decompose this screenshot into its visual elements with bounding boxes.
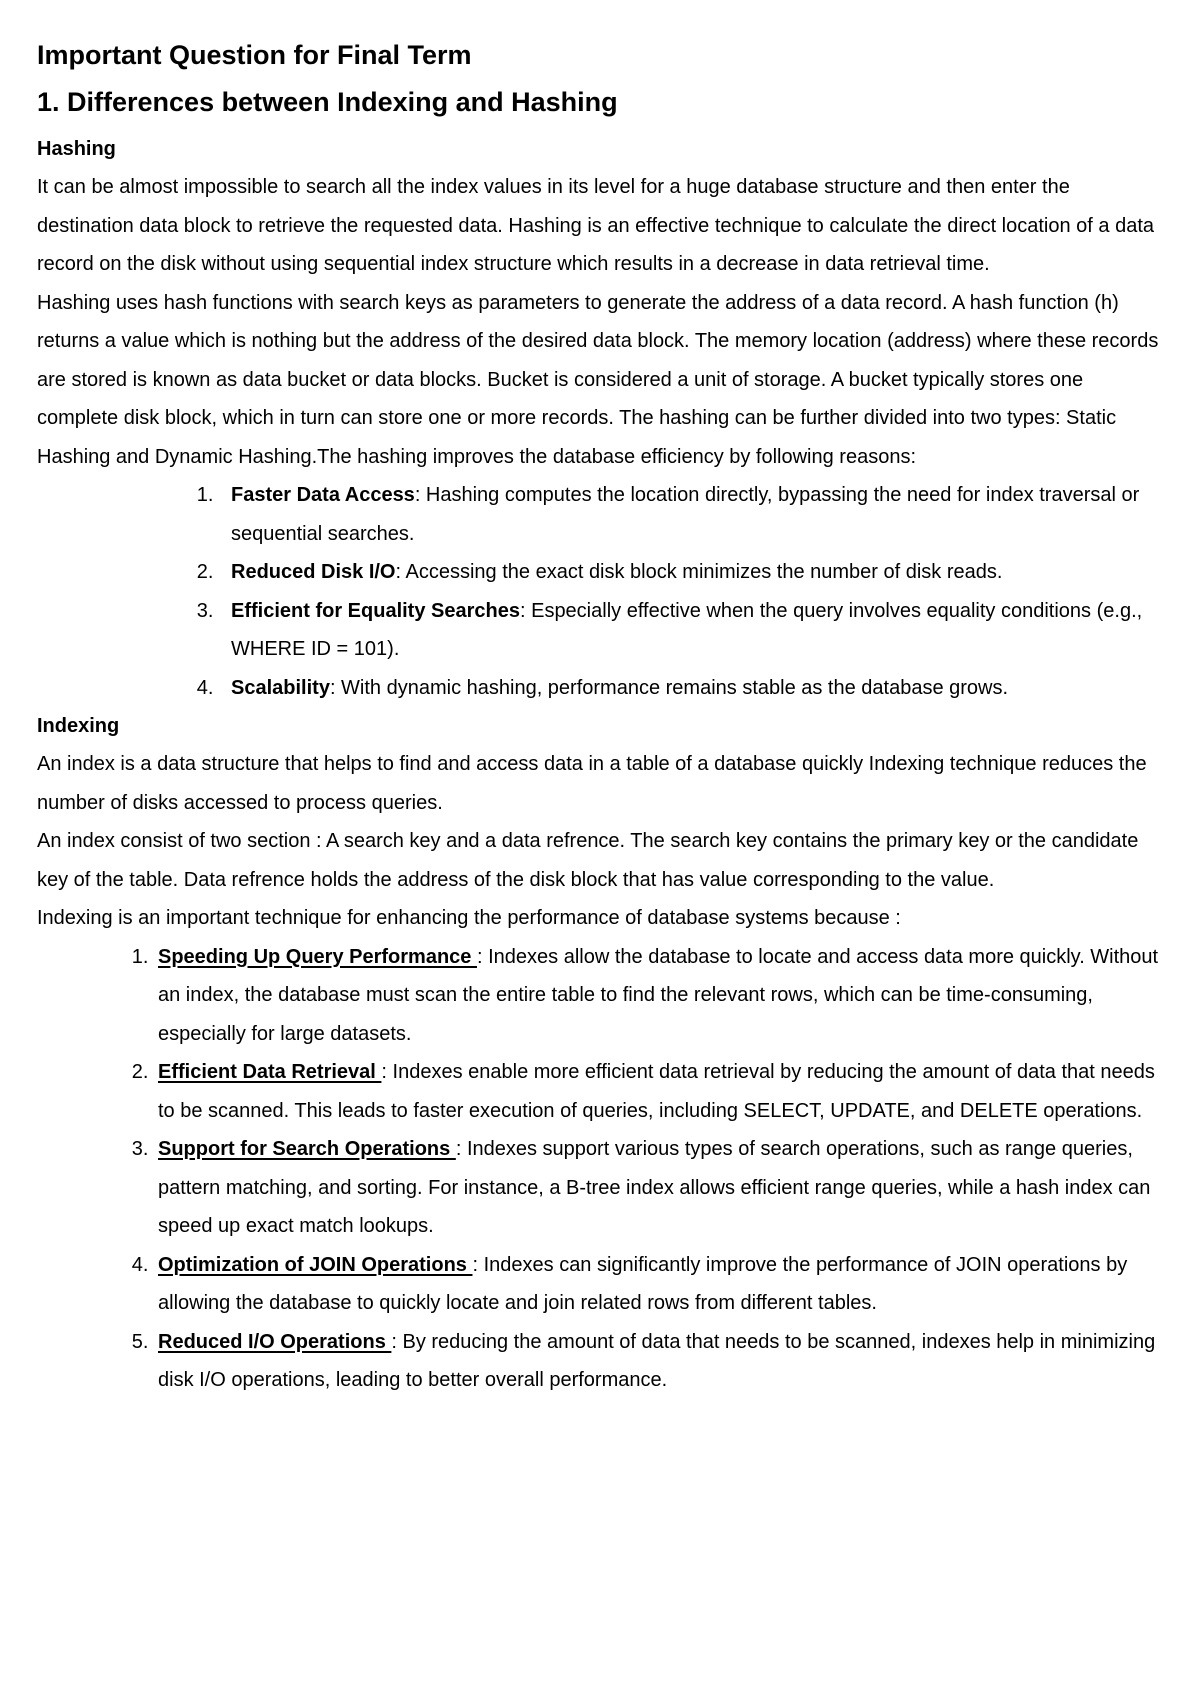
reason-term: Reduced Disk I/O — [231, 561, 396, 583]
reason-text: : Especially effective when the query involves equality conditions (e.g., WHERE ID = 101). — [231, 599, 1143, 660]
hashing-reasons-list — [37, 476, 1167, 707]
indexing-reasons-list — [37, 938, 1167, 1400]
list-item — [154, 938, 1167, 1054]
hashing-paragraph-1: It can be almost impossible to search all the index values in its level for a huge database structure and then enter the destination data block to retrieve the requested data. Hashing is an effective technique to calculate the direct location of a data record on the disk without using sequential index structure which results in a decrease in data retrieval time. — [37, 176, 1155, 275]
reason-term: Optimization of JOIN Operations — [158, 1253, 473, 1276]
list-item — [154, 1130, 1167, 1246]
list-item — [154, 1323, 1167, 1400]
reason-term: Speeding Up Query Performance — [158, 945, 477, 968]
reason-term: Faster Data Access — [231, 484, 415, 506]
reason-text: : Hashing computes the location directly, bypassing the need for index traversal or sequential searches. — [231, 484, 1140, 545]
list-item — [219, 592, 1167, 669]
reason-text: : By reducing the amount of data that needs to be scanned, indexes help in minimizing disk I/O operations, leading to better overall performance. — [158, 1330, 1156, 1391]
reason-text: : With dynamic hashing, performance remains stable as the database grows. — [329, 676, 1009, 699]
indexing-section — [37, 707, 1167, 1400]
document-title: Important Question for Final Term — [37, 40, 472, 70]
reason-text: : Indexes allow the database to locate and access data more quickly. Without an index, the database must scan the entire table to find the relevant rows, which can be time-consuming, especially for large datasets. — [158, 945, 1159, 1045]
hashing-heading: Hashing — [37, 138, 116, 160]
section-heading: 1. Differences between Indexing and Hashing — [37, 87, 618, 117]
list-item — [154, 1053, 1167, 1130]
reason-term: Efficient Data Retrieval — [158, 1061, 382, 1083]
document-page — [37, 34, 1167, 1400]
hashing-paragraph-2: Hashing uses hash functions with search keys as parameters to generate the address of a data record. A hash function (h) returns a value which is nothing but the address of the desired data block. The memory location (address) where these records are stored is known as data bucket or data blocks. Bucket is considered a unit of storage. A bucket typically stores one complete disk block, which in turn can store one or more records. The hashing can be further divided into two types: Static Hashing and Dynamic Hashing.The hashing improves the database efficiency by following reasons: — [37, 291, 1159, 468]
reason-text: : Indexes can significantly improve the performance of JOIN operations by allowing the database to quickly locate and join related rows from different tables. — [158, 1253, 1128, 1314]
indexing-paragraph-2: An index consist of two section : A search key and a data refrence. The search key contains the primary key or the candidate key of the table. Data refrence holds the address of the disk block that has value corresponding to the value. — [37, 830, 1139, 891]
reason-term: Efficient for Equality Searches — [231, 599, 520, 622]
indexing-heading: Indexing — [37, 715, 120, 737]
indexing-paragraph-3: Indexing is an important technique for enhancing the performance of database systems because : — [37, 907, 901, 929]
reason-term: Support for Search Operations — [158, 1138, 456, 1160]
list-item — [219, 669, 1167, 708]
reason-text: : Indexes enable more efficient data retrieval by reducing the amount of data that needs to be scanned. This leads to faster execution of queries, including SELECT, UPDATE, and DELETE operations. — [158, 1061, 1155, 1122]
reason-text: : Indexes support various types of search operations, such as range queries, pattern matching, and sorting. For instance, a B-tree index allows efficient range queries, while a hash index can speed up exact match lookups. — [158, 1138, 1151, 1237]
reason-term: Reduced I/O Operations — [158, 1330, 392, 1353]
list-item — [219, 553, 1167, 592]
reason-term: Scalability — [231, 676, 330, 699]
list-item — [154, 1246, 1167, 1323]
list-item — [219, 476, 1167, 553]
indexing-paragraph-1: An index is a data structure that helps to find and access data in a table of a database quickly Indexing technique reduces the number of disks accessed to process queries. — [37, 753, 1147, 814]
reason-text: : Accessing the exact disk block minimizes the number of disk reads. — [395, 561, 1003, 583]
hashing-section — [37, 130, 1167, 707]
